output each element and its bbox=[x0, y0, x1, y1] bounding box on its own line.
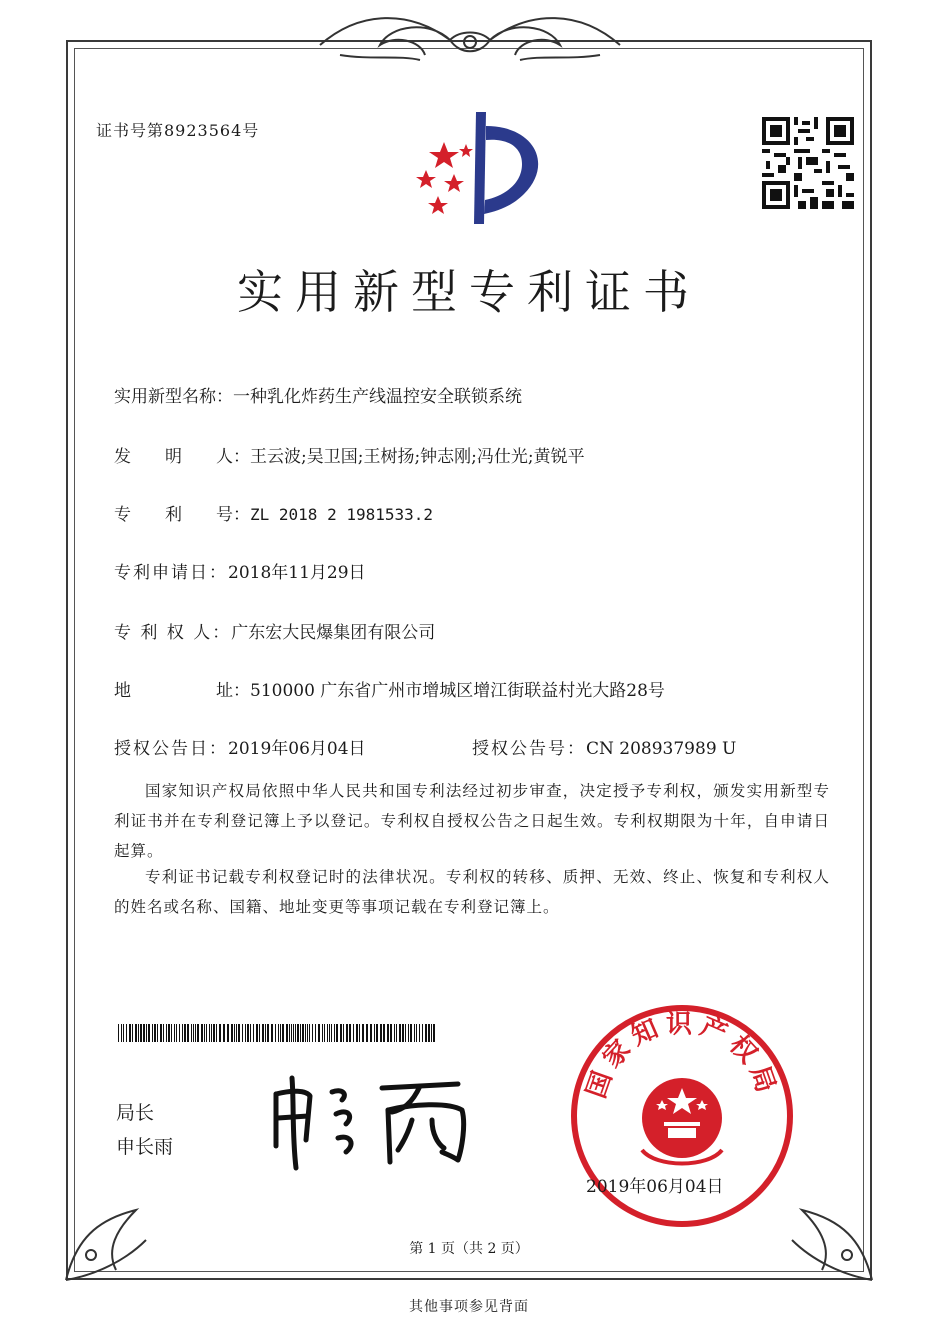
field-patent-number bbox=[114, 500, 433, 525]
field-value: 2018年11月29日 bbox=[228, 563, 366, 583]
field-address bbox=[114, 676, 665, 701]
bottom-left-ornament-icon bbox=[56, 1180, 166, 1290]
field-value: 王云波;吴卫国;王树扬;钟志刚;冯仕光;黄锐平 bbox=[250, 447, 585, 467]
svg-text:国家知识产权局: 国家知识产权局 bbox=[581, 1009, 783, 1103]
field-value: ZL 2018 2 1981533.2 bbox=[250, 505, 434, 524]
field-label: 地 址： bbox=[114, 681, 250, 701]
patent-office-emblem-icon bbox=[404, 104, 554, 234]
field-label: 授权公告号： bbox=[472, 739, 586, 759]
field-label: 专利申请日： bbox=[114, 563, 228, 583]
footer-note: 其他事项参见背面 bbox=[409, 1299, 529, 1315]
field-value: 一种乳化炸药生产线温控安全联锁系统 bbox=[233, 387, 522, 407]
field-label: 发 明 人： bbox=[114, 447, 250, 467]
certificate-title: 实用新型专利证书 bbox=[237, 265, 701, 319]
field-label: 授权公告日： bbox=[114, 739, 228, 759]
director-title: 局长 bbox=[116, 1102, 155, 1124]
field-inventors bbox=[114, 442, 585, 467]
issue-date: 2019年06月04日 bbox=[586, 1177, 724, 1197]
field-value: 2019年06月04日 bbox=[228, 739, 366, 759]
field-grant-date bbox=[114, 734, 366, 759]
director-name: 申长雨 bbox=[116, 1136, 174, 1158]
field-application-date bbox=[114, 558, 366, 583]
certificate-number: 证书号第8923564号 bbox=[96, 121, 260, 140]
page-number: 第 1 页（共 2 页） bbox=[409, 1241, 529, 1257]
field-label: 专 利 权 人： bbox=[114, 623, 232, 643]
top-ornament-icon bbox=[300, 0, 640, 80]
body-paragraph-2: 专利证书记载专利权登记时的法律状况。专利权的转移、质押、无效、终止、恢复和专利权人的姓名或名称、国籍、地址变更等事项记载在专利登记簿上。 bbox=[114, 868, 830, 916]
field-label: 专 利 号： bbox=[114, 505, 250, 525]
qr-code-icon bbox=[762, 117, 854, 209]
field-value: CN 208937989 U bbox=[586, 739, 737, 759]
body-paragraph-1: 国家知识产权局依照中华人民共和国专利法经过初步审查，决定授予专利权，颁发实用新型专利证书并在专利登记簿上予以登记。专利权自授权公告之日起生效。专利权期限为十年，自申请日起算。 bbox=[114, 782, 830, 860]
field-label: 实用新型名称： bbox=[114, 387, 233, 407]
field-patentee bbox=[114, 618, 435, 643]
director-signature-icon bbox=[262, 1064, 482, 1174]
field-value: 广东宏大民爆集团有限公司 bbox=[231, 623, 436, 643]
official-seal-icon bbox=[566, 1000, 798, 1232]
field-utility-model-name bbox=[114, 382, 522, 407]
barcode-icon bbox=[118, 1024, 438, 1042]
field-grant-number bbox=[472, 734, 736, 759]
field-value: 510000 广东省广州市增城区增江街联益村光大路28号 bbox=[250, 681, 665, 701]
